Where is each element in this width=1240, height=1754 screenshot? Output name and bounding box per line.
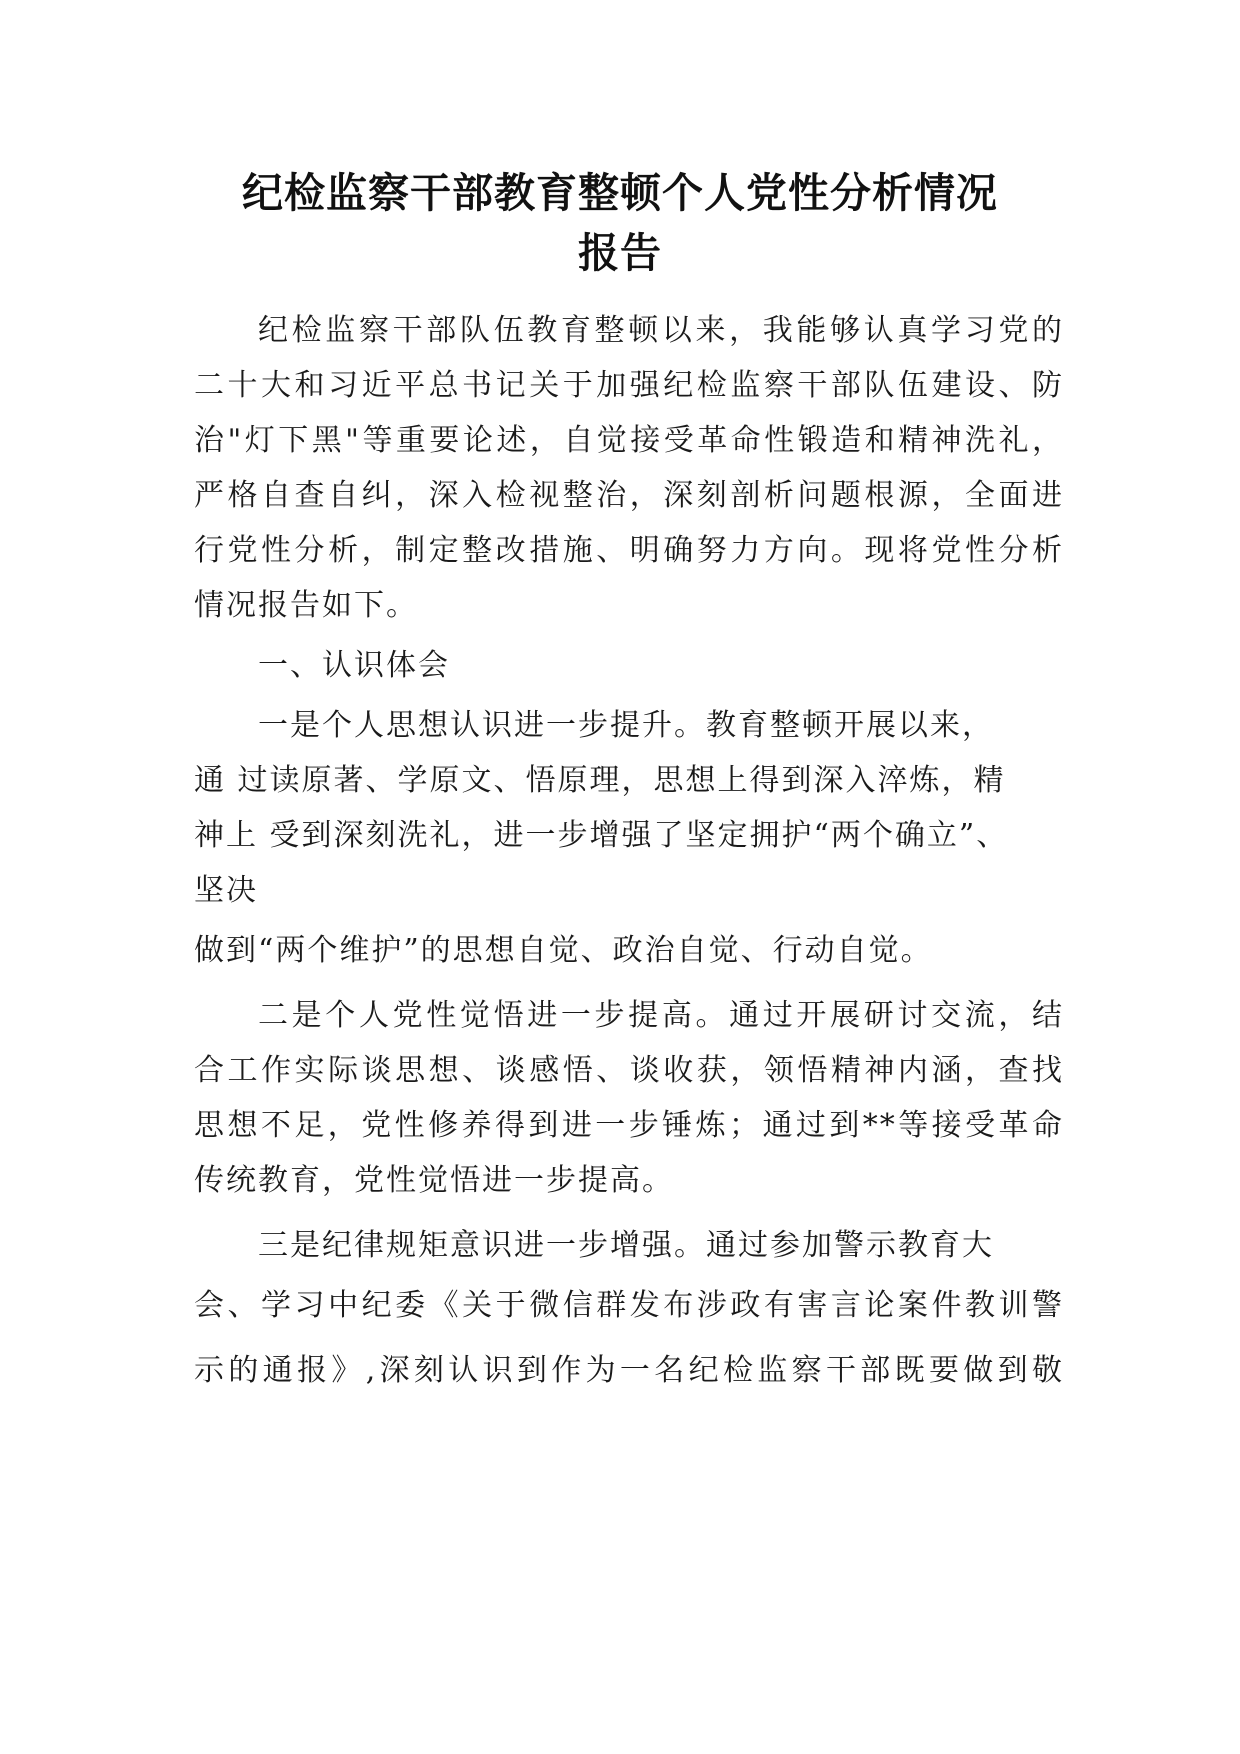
point1-line-5: 做到“两个维护”的思想自觉、政治自觉、行动自觉。 bbox=[194, 933, 933, 968]
intro-line-5: 行党性分析，制定整改措施、明确努力方向。现将党性分析 bbox=[194, 533, 1064, 568]
intro-line-1: 纪检监察干部队伍教育整顿以来，我能够认真学习党的 bbox=[258, 313, 1064, 348]
point2-line-2: 合工作实际谈思想、谈感悟、谈收获，领悟精神内涵，查找 bbox=[194, 1053, 1064, 1088]
point1-line-2: 通 过读原著、学原文、悟原理，思想上得到深入淬炼，精 bbox=[194, 763, 1006, 798]
point1-line-4: 坚决 bbox=[194, 873, 258, 908]
point2-line-1: 二是个人党性觉悟进一步提高。通过开展研讨交流，结 bbox=[258, 998, 1064, 1033]
point3-line-3: 示的通报》,深刻认识到作为一名纪检监察干部既要做到敬 bbox=[194, 1353, 1064, 1388]
point3-line-2: 会、学习中纪委《关于微信群发布涉政有害言论案件教训警 bbox=[194, 1288, 1064, 1323]
document-title-line-1: 纪检监察干部教育整顿个人党性分析情况 bbox=[242, 169, 998, 217]
intro-line-2: 二十大和习近平总书记关于加强纪检监察干部队伍建设、防 bbox=[194, 368, 1064, 403]
point1-line-1: 一是个人思想认识进一步提升。教育整顿开展以来， bbox=[258, 708, 994, 743]
document-title-line-2: 报告 bbox=[578, 229, 662, 277]
point2-line-4: 传统教育，党性觉悟进一步提高。 bbox=[194, 1163, 674, 1198]
point3-line-1: 三是纪律规矩意识进一步增强。通过参加警示教育大 bbox=[258, 1228, 994, 1263]
section-heading-1: 一、认识体会 bbox=[258, 648, 450, 683]
intro-line-4: 严格自查自纠，深入检视整治，深刻剖析问题根源，全面进 bbox=[194, 478, 1064, 513]
intro-line-6: 情况报告如下。 bbox=[194, 588, 418, 623]
point2-line-3: 思想不足，党性修养得到进一步锤炼；通过到**等接受革命 bbox=[194, 1108, 1064, 1143]
point1-line-3: 神上 受到深刻洗礼，进一步增强了坚定拥护“两个确立”、 bbox=[194, 818, 1009, 853]
intro-line-3: 治"灯下黑"等重要论述，自觉接受革命性锻造和精神洗礼， bbox=[194, 423, 1064, 458]
